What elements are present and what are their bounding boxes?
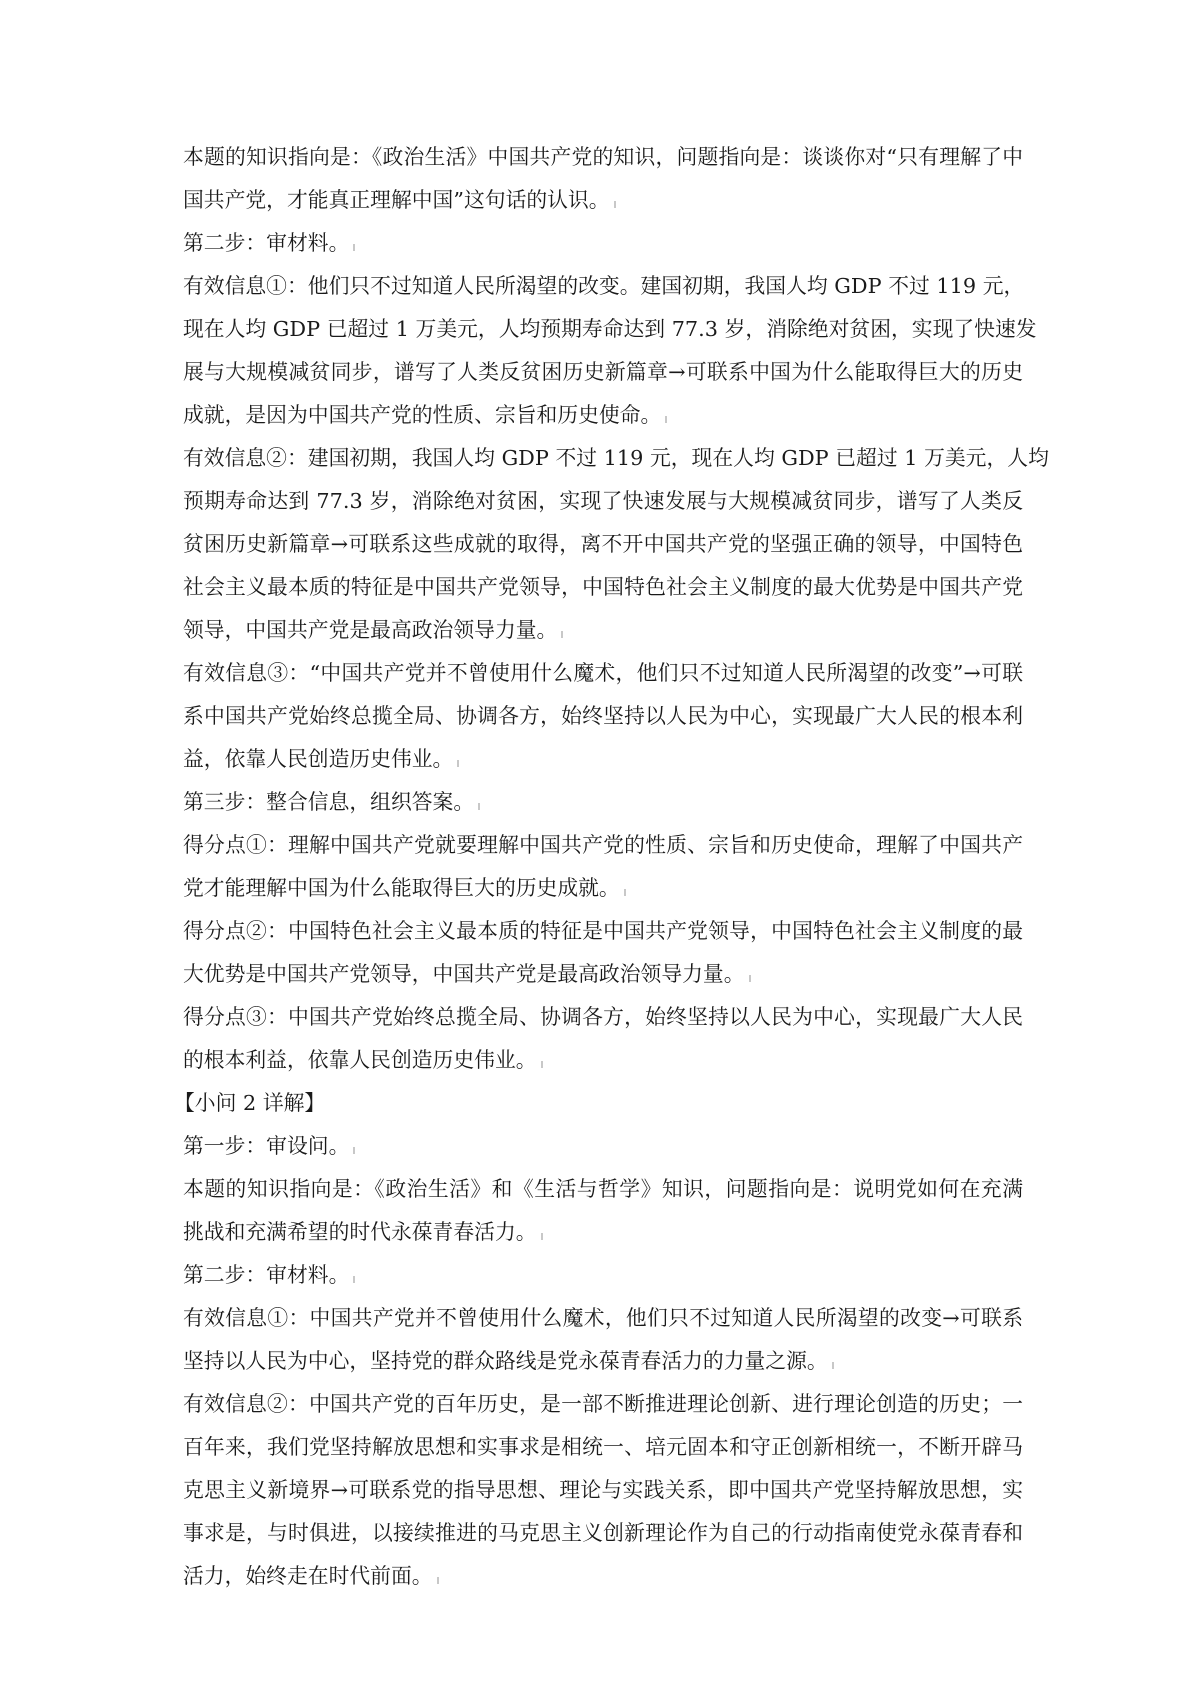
text-line: 社会主义最本质的特征是中国共产党领导，中国特色社会主义制度的最大优势是中国共产党	[183, 575, 1023, 599]
score-point-paragraph	[183, 824, 1023, 910]
text-line: 益，依靠人民创造历史伟业。	[183, 738, 1023, 781]
text-line: 【小问 2 详解】	[174, 1091, 326, 1115]
text-line: 有效信息③：“中国共产党并不曾使用什么魔术，他们只不过知道人民所渴望的改变”→可联	[183, 661, 1023, 685]
question-direction-paragraph	[183, 136, 1023, 222]
score-point-paragraph	[183, 910, 1023, 996]
valid-info-paragraph	[183, 1383, 1023, 1598]
text-line: 展与大规模减贫同步，谱写了人类反贫困历史新篇章→可联系中国为什么能取得巨大的历史	[183, 360, 1023, 384]
text-line: 领导，中国共产党是最高政治领导力量。	[183, 609, 1023, 652]
text-line: 党才能理解中国为什么能取得巨大的历史成就。	[183, 867, 1023, 910]
step-heading	[183, 1125, 1023, 1168]
text-line: 有效信息①：他们只不过知道人民所渴望的改变。建国初期，我国人均 GDP 不过 119 元，	[183, 274, 1025, 298]
text-line: 贫困历史新篇章→可联系这些成就的取得，离不开中国共产党的坚强正确的领导，中国特色	[183, 532, 1023, 556]
text-line: 百年来，我们党坚持解放思想和实事求是相统一、培元固本和守正创新相统一，不断开辟马	[183, 1435, 1023, 1459]
text-line: 克思主义新境界→可联系党的指导思想、理论与实践关系，即中国共产党坚持解放思想，实	[183, 1478, 1023, 1502]
text-line: 第二步：审材料。	[183, 222, 1023, 265]
text-line: 挑战和充满希望的时代永葆青春活力。	[183, 1211, 1023, 1254]
text-line: 成就，是因为中国共产党的性质、宗旨和历史使命。	[183, 394, 1023, 437]
text-line: 国共产党，才能真正理解中国”这句话的认识。	[183, 179, 1023, 222]
text-line: 系中国共产党始终总揽全局、协调各方，始终坚持以人民为中心，实现最广大人民的根本利	[183, 704, 1023, 728]
text-line: 得分点②：中国特色社会主义最本质的特征是中国共产党领导，中国特色社会主义制度的最	[183, 919, 1023, 943]
text-line: 第一步：审设问。	[183, 1125, 1023, 1168]
text-line: 大优势是中国共产党领导，中国共产党是最高政治领导力量。	[183, 953, 1023, 996]
text-line: 有效信息①：中国共产党并不曾使用什么魔术，他们只不过知道人民所渴望的改变→可联系	[183, 1306, 1023, 1330]
step-heading	[183, 222, 1023, 265]
text-line: 事求是，与时俱进，以接续推进的马克思主义创新理论作为自己的行动指南使党永葆青春和	[183, 1521, 1023, 1545]
valid-info-paragraph	[183, 437, 1049, 652]
text-line: 得分点③：中国共产党始终总揽全局、协调各方，始终坚持以人民为中心，实现最广大人民	[183, 1005, 1023, 1029]
text-line: 预期寿命达到 77.3 岁，消除绝对贫困，实现了快速发展与大规模减贫同步，谱写了人类反	[183, 489, 1023, 513]
valid-info-paragraph	[183, 652, 1023, 781]
text-line: 本题的知识指向是：《政治生活》和《生活与哲学》知识，问题指向是：说明党如何在充满	[183, 1177, 1023, 1201]
step-heading	[183, 781, 1023, 824]
text-line: 本题的知识指向是：《政治生活》中国共产党的知识，问题指向是：谈谈你对“只有理解了中	[183, 145, 1023, 169]
text-line: 坚持以人民为中心，坚持党的群众路线是党永葆青春活力的力量之源。	[183, 1340, 1023, 1383]
text-line: 第三步：整合信息，组织答案。	[183, 781, 1023, 824]
text-line: 第二步：审材料。	[183, 1254, 1023, 1297]
sub-question-heading	[174, 1082, 1023, 1125]
text-line: 有效信息②：建国初期，我国人均 GDP 不过 119 元，现在人均 GDP 已超过 1 万美元，人均	[183, 446, 1049, 470]
step-heading	[183, 1254, 1023, 1297]
question-direction-paragraph	[183, 1168, 1023, 1254]
text-line: 的根本利益，依靠人民创造历史伟业。	[183, 1039, 1023, 1082]
text-line: 现在人均 GDP 已超过 1 万美元，人均预期寿命达到 77.3 岁，消除绝对贫困，实现了快速发	[183, 317, 1037, 341]
valid-info-paragraph	[183, 265, 1037, 437]
text-line: 有效信息②：中国共产党的百年历史，是一部不断推进理论创新、进行理论创造的历史；一	[183, 1392, 1023, 1416]
answer-analysis-text	[174, 136, 1049, 1598]
text-line: 活力，始终走在时代前面。	[183, 1555, 1023, 1598]
valid-info-paragraph	[183, 1297, 1023, 1383]
text-line: 得分点①：理解中国共产党就要理解中国共产党的性质、宗旨和历史使命，理解了中国共产	[183, 833, 1023, 857]
score-point-paragraph	[183, 996, 1023, 1082]
